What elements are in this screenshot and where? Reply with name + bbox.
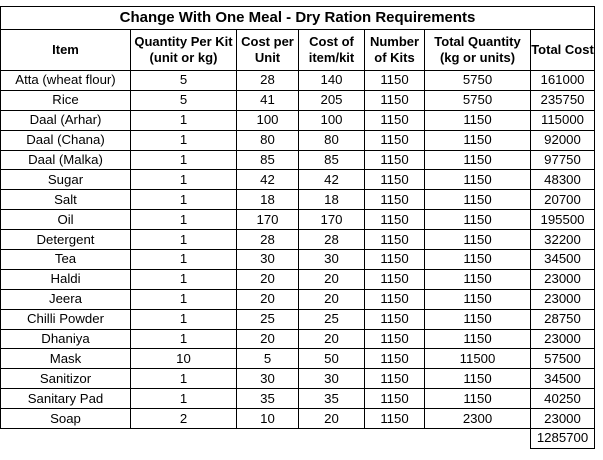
value-cell: 20 (299, 269, 365, 289)
value-cell: 1 (131, 329, 237, 349)
value-cell: 20 (237, 269, 299, 289)
value-cell: 20 (299, 409, 365, 429)
value-cell: 1150 (425, 230, 531, 250)
value-cell: 1150 (365, 90, 425, 110)
value-cell: 5750 (425, 71, 531, 91)
total-row (1, 429, 595, 449)
value-cell: 25 (299, 309, 365, 329)
value-cell: 1150 (365, 269, 425, 289)
value-cell: 115000 (531, 110, 595, 130)
value-cell: 25 (237, 309, 299, 329)
table-row (1, 309, 595, 329)
table-row (1, 369, 595, 389)
value-cell: 32200 (531, 230, 595, 250)
value-cell: 80 (237, 130, 299, 150)
column-header: Item (1, 30, 131, 71)
table-row (1, 90, 595, 110)
column-header: Quantity Per Kit (unit or kg) (131, 30, 237, 71)
value-cell: 28 (237, 230, 299, 250)
table-row (1, 130, 595, 150)
value-cell: 1150 (425, 369, 531, 389)
value-cell: 1150 (425, 309, 531, 329)
empty-cell (299, 429, 365, 449)
value-cell: 41 (237, 90, 299, 110)
item-cell: Soap (1, 409, 131, 429)
value-cell: 1 (131, 369, 237, 389)
value-cell: 1 (131, 389, 237, 409)
item-cell: Chilli Powder (1, 309, 131, 329)
value-cell: 1150 (425, 110, 531, 130)
column-header: Cost of item/kit (299, 30, 365, 71)
value-cell: 28750 (531, 309, 595, 329)
item-cell: Rice (1, 90, 131, 110)
value-cell: 28 (299, 230, 365, 250)
value-cell: 1150 (425, 269, 531, 289)
item-cell: Sanitizor (1, 369, 131, 389)
item-cell: Sanitary Pad (1, 389, 131, 409)
value-cell: 23000 (531, 409, 595, 429)
value-cell: 42 (299, 170, 365, 190)
item-cell: Atta (wheat flour) (1, 71, 131, 91)
table-row (1, 329, 595, 349)
value-cell: 1 (131, 150, 237, 170)
value-cell: 18 (237, 190, 299, 210)
value-cell: 1150 (365, 309, 425, 329)
value-cell: 1150 (365, 190, 425, 210)
item-cell: Haldi (1, 269, 131, 289)
column-header: Total Quantity (kg or units) (425, 30, 531, 71)
value-cell: 28 (237, 71, 299, 91)
value-cell: 85 (237, 150, 299, 170)
value-cell: 1150 (365, 130, 425, 150)
table-row (1, 409, 595, 429)
value-cell: 170 (237, 210, 299, 230)
empty-cell (425, 429, 531, 449)
value-cell: 97750 (531, 150, 595, 170)
value-cell: 34500 (531, 250, 595, 270)
value-cell: 35 (299, 389, 365, 409)
value-cell: 1150 (425, 289, 531, 309)
ration-table (0, 6, 595, 449)
value-cell: 1150 (425, 190, 531, 210)
empty-cell (131, 429, 237, 449)
value-cell: 30 (237, 369, 299, 389)
value-cell: 5 (131, 90, 237, 110)
table-row (1, 170, 595, 190)
value-cell: 1150 (425, 150, 531, 170)
item-cell: Detergent (1, 230, 131, 250)
table-row (1, 190, 595, 210)
value-cell: 1 (131, 130, 237, 150)
value-cell: 1150 (365, 389, 425, 409)
value-cell: 1 (131, 250, 237, 270)
value-cell: 1150 (365, 170, 425, 190)
value-cell: 85 (299, 150, 365, 170)
table-row (1, 71, 595, 91)
value-cell: 1150 (365, 71, 425, 91)
value-cell: 2300 (425, 409, 531, 429)
value-cell: 1 (131, 269, 237, 289)
grand-total-cell: 1285700 (531, 429, 595, 449)
empty-cell (237, 429, 299, 449)
value-cell: 40250 (531, 389, 595, 409)
value-cell: 170 (299, 210, 365, 230)
header-row (1, 30, 595, 71)
value-cell: 1150 (365, 349, 425, 369)
item-cell: Daal (Malka) (1, 150, 131, 170)
column-header: Number of Kits (365, 30, 425, 71)
table-row (1, 110, 595, 130)
value-cell: 48300 (531, 170, 595, 190)
empty-cell (1, 429, 131, 449)
value-cell: 100 (237, 110, 299, 130)
value-cell: 1150 (365, 230, 425, 250)
value-cell: 57500 (531, 349, 595, 369)
value-cell: 1150 (425, 130, 531, 150)
value-cell: 20700 (531, 190, 595, 210)
value-cell: 1150 (425, 170, 531, 190)
value-cell: 1 (131, 230, 237, 250)
table-row (1, 250, 595, 270)
value-cell: 1150 (365, 110, 425, 130)
value-cell: 1 (131, 170, 237, 190)
value-cell: 1150 (365, 329, 425, 349)
value-cell: 80 (299, 130, 365, 150)
value-cell: 195500 (531, 210, 595, 230)
item-cell: Daal (Chana) (1, 130, 131, 150)
value-cell: 1150 (425, 389, 531, 409)
value-cell: 1 (131, 289, 237, 309)
value-cell: 5 (131, 71, 237, 91)
value-cell: 1 (131, 309, 237, 329)
value-cell: 23000 (531, 329, 595, 349)
value-cell: 100 (299, 110, 365, 130)
table-row (1, 150, 595, 170)
value-cell: 92000 (531, 130, 595, 150)
value-cell: 30 (237, 250, 299, 270)
value-cell: 1150 (425, 210, 531, 230)
value-cell: 1 (131, 110, 237, 130)
value-cell: 11500 (425, 349, 531, 369)
value-cell: 30 (299, 369, 365, 389)
item-cell: Sugar (1, 170, 131, 190)
value-cell: 20 (299, 289, 365, 309)
column-header: Cost per Unit (237, 30, 299, 71)
item-cell: Oil (1, 210, 131, 230)
value-cell: 10 (131, 349, 237, 369)
value-cell: 1150 (365, 210, 425, 230)
value-cell: 1150 (365, 369, 425, 389)
item-cell: Daal (Arhar) (1, 110, 131, 130)
value-cell: 34500 (531, 369, 595, 389)
value-cell: 1150 (425, 250, 531, 270)
item-cell: Tea (1, 250, 131, 270)
value-cell: 10 (237, 409, 299, 429)
item-cell: Salt (1, 190, 131, 210)
value-cell: 235750 (531, 90, 595, 110)
value-cell: 1 (131, 190, 237, 210)
value-cell: 2 (131, 409, 237, 429)
table-row (1, 210, 595, 230)
item-cell: Jeera (1, 289, 131, 309)
value-cell: 5750 (425, 90, 531, 110)
table-title: Change With One Meal - Dry Ration Requirements (1, 7, 595, 30)
empty-cell (365, 429, 425, 449)
value-cell: 5 (237, 349, 299, 369)
value-cell: 50 (299, 349, 365, 369)
item-cell: Mask (1, 349, 131, 369)
item-cell: Dhaniya (1, 329, 131, 349)
table-row (1, 230, 595, 250)
value-cell: 23000 (531, 289, 595, 309)
value-cell: 140 (299, 71, 365, 91)
table-row (1, 289, 595, 309)
value-cell: 20 (237, 329, 299, 349)
table-row (1, 269, 595, 289)
value-cell: 205 (299, 90, 365, 110)
value-cell: 20 (299, 329, 365, 349)
value-cell: 35 (237, 389, 299, 409)
value-cell: 1150 (365, 150, 425, 170)
column-header: Total Cost (531, 30, 595, 71)
value-cell: 42 (237, 170, 299, 190)
value-cell: 1 (131, 210, 237, 230)
value-cell: 1150 (425, 329, 531, 349)
value-cell: 161000 (531, 71, 595, 91)
value-cell: 1150 (365, 289, 425, 309)
value-cell: 30 (299, 250, 365, 270)
value-cell: 1150 (365, 250, 425, 270)
value-cell: 23000 (531, 269, 595, 289)
value-cell: 20 (237, 289, 299, 309)
table-row (1, 349, 595, 369)
value-cell: 1150 (365, 409, 425, 429)
value-cell: 18 (299, 190, 365, 210)
table-row (1, 389, 595, 409)
